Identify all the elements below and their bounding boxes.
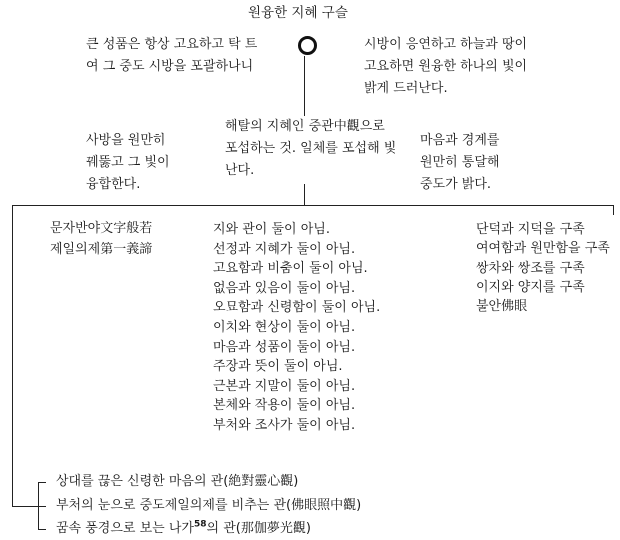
bottom-branch-tick-1 bbox=[38, 482, 46, 483]
mid-left-text: 사방을 원만히 꿰뚫고 그 빛이 융합한다. bbox=[86, 133, 170, 192]
right-branch-list bbox=[476, 220, 610, 316]
center-branch-item: 없음과 있음이 둘이 아님. bbox=[213, 280, 356, 296]
diagram-title: 원융한 지혜 구슬 bbox=[248, 5, 348, 21]
center-branch-item: 이치와 현상이 둘이 아님. bbox=[213, 319, 356, 335]
top-right-text: 시방이 응연하고 하늘과 땅이 고요하면 원융한 하나의 빛이 밝게 드러난다. bbox=[364, 37, 528, 96]
left-branch-tick bbox=[12, 205, 13, 507]
mid-center-text: 해탈의 지혜인 중관中觀으로 포섭하는 것. 일체를 포섭해 빛난다. bbox=[225, 119, 397, 178]
mid-right-text: 마음과 경계를 원만히 통달해 중도가 밝다. bbox=[420, 133, 500, 192]
bottom-branch-tick-2 bbox=[12, 506, 46, 507]
left-branch-item: 문자반야文字般若 bbox=[50, 221, 153, 236]
center-branch-item: 지와 관이 둘이 아님. bbox=[213, 222, 330, 237]
bottom-item-3-text-b: 의 관(那伽夢光觀) bbox=[206, 521, 311, 536]
bottom-branch-tick-3 bbox=[38, 529, 46, 530]
bottom-item-3-text-a: 꿈속 풍경으로 보는 나가 bbox=[56, 521, 194, 536]
right-branch-item: 불안佛眼 bbox=[476, 299, 528, 315]
center-branch-item: 근본과 지말이 둘이 아님. bbox=[213, 378, 356, 394]
branch-horizontal-line bbox=[12, 205, 614, 206]
top-left-text: 큰 성품은 항상 고요하고 탁 트여 그 중도 시방을 포괄하나니 bbox=[86, 37, 258, 74]
right-branch-item: 이지와 양지를 구족 bbox=[476, 279, 585, 295]
center-branch-item: 부처와 조사가 둘이 아님. bbox=[213, 417, 356, 433]
right-branch-item: 여여함과 원만함을 구족 bbox=[476, 241, 610, 257]
bottom-item-1: 상대를 끊은 신령한 마음의 관(絶對靈心觀) bbox=[56, 474, 299, 489]
bottom-item-3 bbox=[56, 520, 311, 538]
center-branch-item: 고요함과 비춤이 둘이 아님. bbox=[213, 261, 368, 277]
right-branch-item: 쌍차와 쌍조를 구족 bbox=[476, 260, 585, 276]
center-branch-list bbox=[213, 220, 380, 436]
center-branch-item: 마음과 성품이 둘이 아님. bbox=[213, 339, 356, 355]
central-circle-node bbox=[298, 36, 317, 55]
right-branch-tick bbox=[613, 205, 614, 215]
footnote-marker: 58 bbox=[193, 519, 207, 530]
center-branch-item: 본체와 작용이 둘이 아님. bbox=[213, 398, 356, 414]
bottom-item-2: 부처의 눈으로 중도제일의제를 비추는 관(佛眼照中觀) bbox=[56, 498, 362, 513]
right-branch-item: 단덕과 지덕을 구족 bbox=[476, 222, 585, 237]
left-branch-item: 제일의제第一義諦 bbox=[50, 242, 153, 257]
center-branch-item: 주장과 뜻이 둘이 아님. bbox=[213, 359, 343, 375]
center-branch-item: 오묘함과 신령함이 둘이 아님. bbox=[213, 300, 381, 316]
left-branch-list bbox=[50, 218, 152, 260]
central-stem-line-lower bbox=[304, 184, 305, 206]
center-branch-item: 선정과 지혜가 둘이 아님. bbox=[213, 241, 356, 257]
central-stem-line bbox=[304, 56, 305, 116]
